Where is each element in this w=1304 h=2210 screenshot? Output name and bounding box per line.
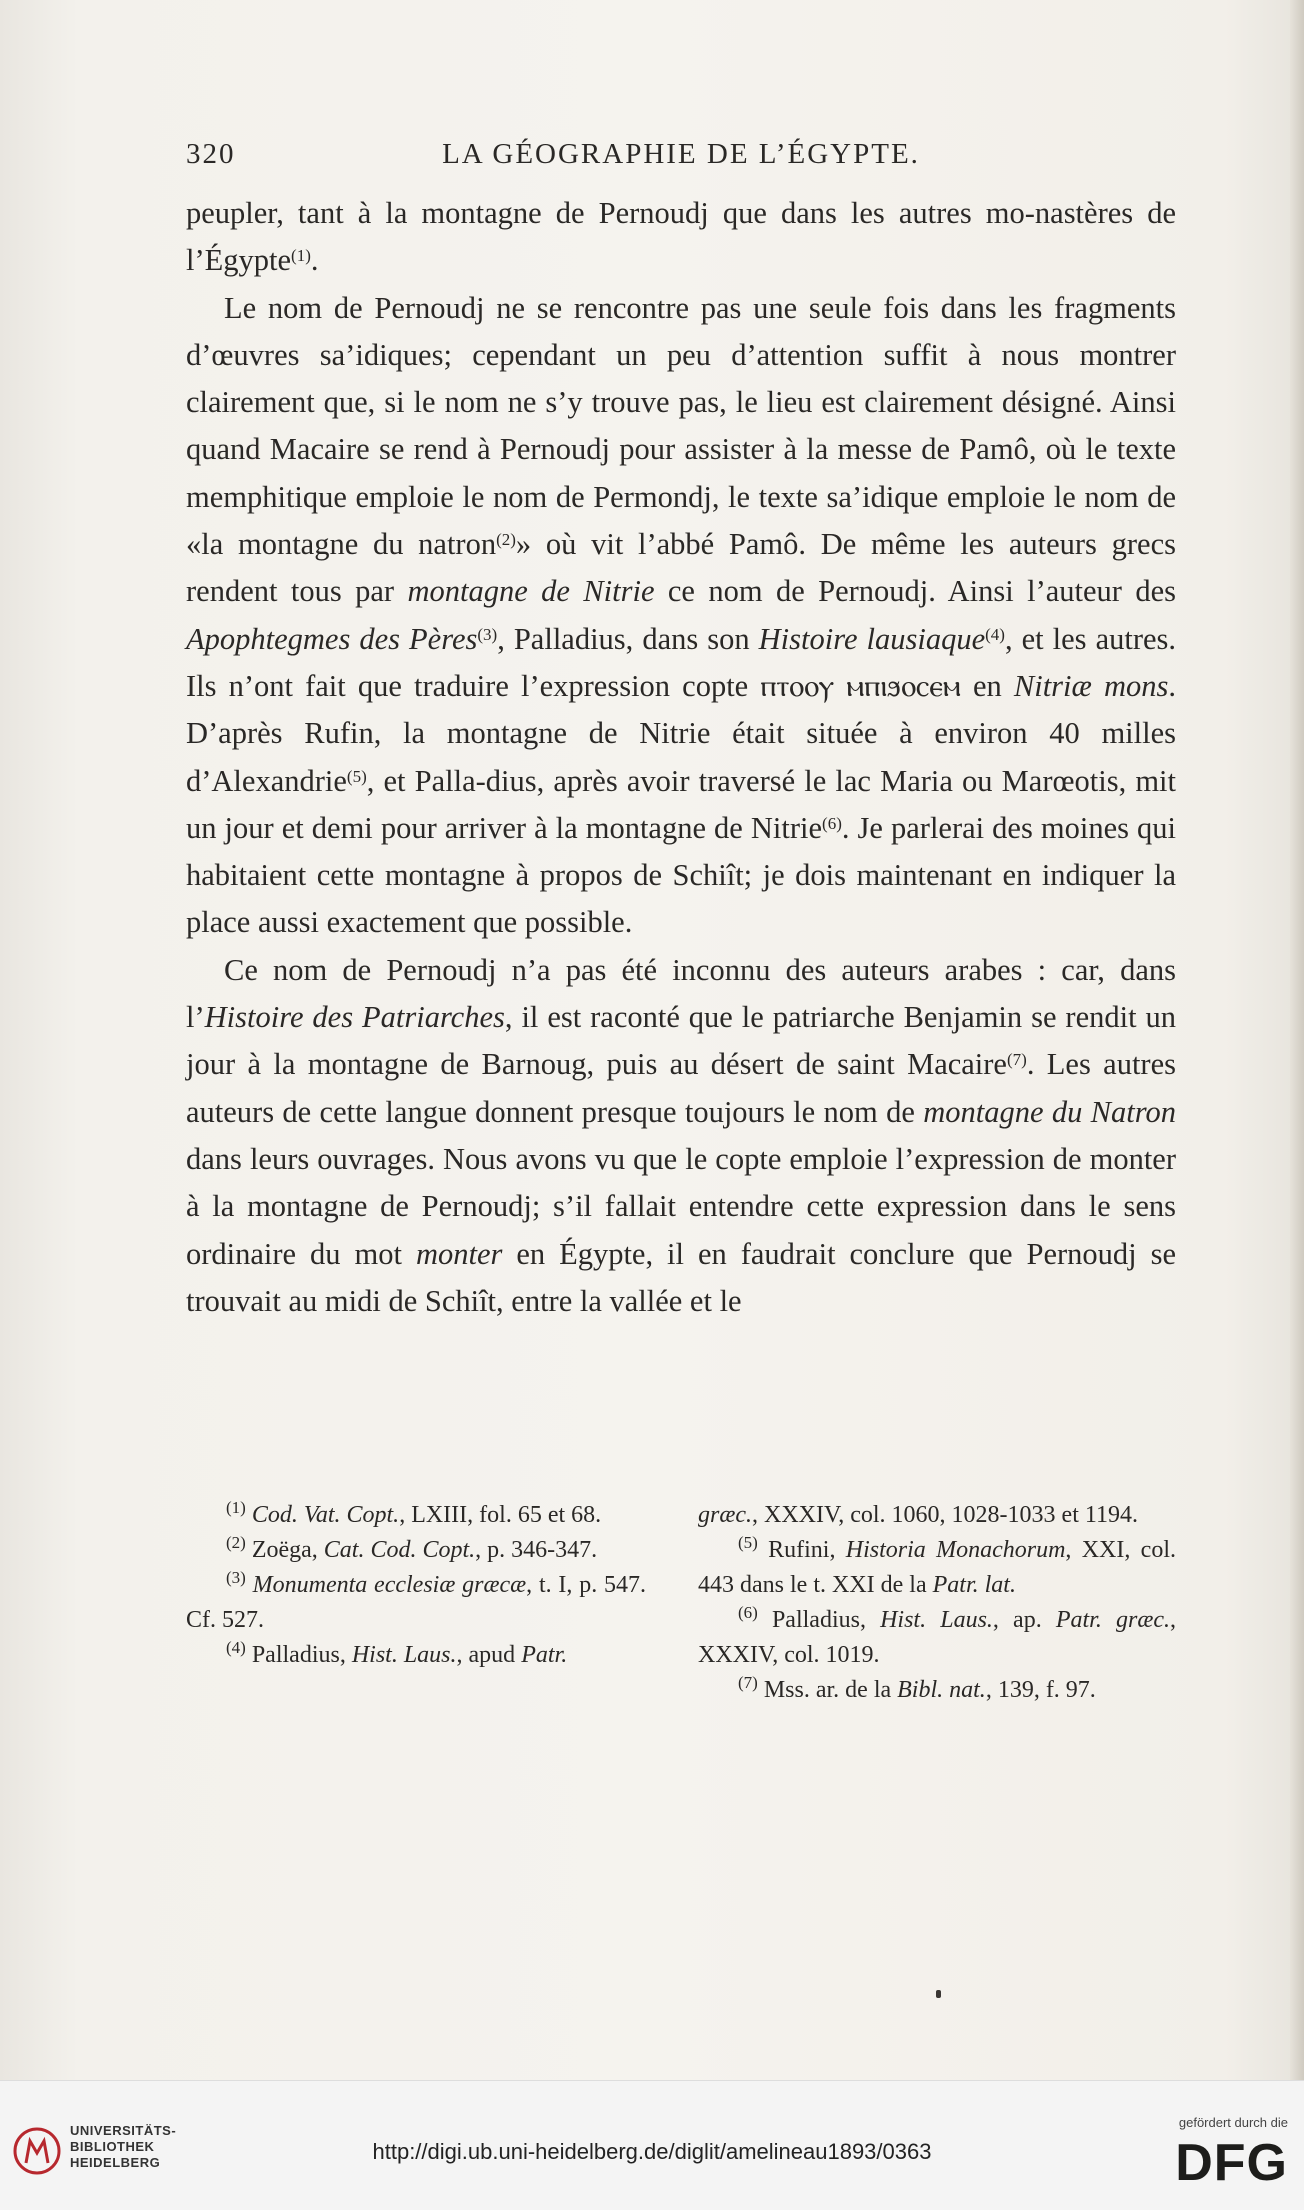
text-run: , t. I, p. 547. Cf. 527. xyxy=(186,1572,646,1633)
running-head xyxy=(186,138,1176,186)
text-run: Histoire des Patriarches xyxy=(204,1000,505,1035)
text-run: ⲡⲧⲟⲟⲩ ⲙⲡⲓϧⲟⲥⲉⲙ xyxy=(760,668,961,703)
text-run: , et les autres. Ils n’ont fait que traduire l’expression copte xyxy=(186,621,1177,703)
footnote-marker: (2) xyxy=(226,1533,246,1552)
footnote xyxy=(186,1568,646,1638)
text-run: , LXIII, fol. 65 et 68. xyxy=(399,1502,602,1528)
footnote-marker: (3) xyxy=(477,624,498,644)
page-url-link[interactable]: http://digi.ub.uni-heidelberg.de/diglit/amelineau1893/0363 xyxy=(372,2139,932,2164)
text-run: Bibl. nat. xyxy=(897,1677,986,1703)
text-run: Le nom de Pernoudj ne se rencontre pas une seule fois dans les fragments d’œuvres sa’idiques; cependant un peu d’attention suffit à nous montrer clairement que, si le nom ne s’y trouve pas, le lieu est clairement désigné. Ainsi quand Macaire se rend à Pernoudj pour assister à la messe de Pamô, où le texte memphitique emploie le nom de Permondj, le texte sa’idique emploie le nom de «la montagne du natron xyxy=(186,290,1176,562)
text-run: , apud xyxy=(456,1642,522,1668)
footnote-marker: (3) xyxy=(226,1568,246,1587)
text-run: , il est raconté que le patriarche Benjamin se rendit un jour à la montagne de Barnoug, puis au désert de saint Macaire xyxy=(186,1000,1176,1082)
footnote xyxy=(698,1673,1176,1708)
text-run: . xyxy=(310,243,319,278)
footnote-marker: (6) xyxy=(738,1603,758,1622)
text-run: græc. xyxy=(698,1502,752,1528)
text-run: , XXXIV, col. 1060, 1028-1033 et 1194. xyxy=(752,1502,1138,1528)
running-title: LA GÉOGRAPHIE DE L’ÉGYPTE. xyxy=(442,138,920,170)
text-run: Apophtegmes des Pères xyxy=(186,621,478,656)
viewer-footer xyxy=(0,2080,1304,2210)
footnote-marker: (5) xyxy=(738,1533,758,1552)
footnote-continuation xyxy=(698,1498,1176,1533)
text-run: Hist. Laus. xyxy=(351,1642,457,1668)
footnotes-right-column xyxy=(698,1498,1176,1708)
footnote-marker: (7) xyxy=(1006,1050,1027,1070)
text-run: Historia Monachorum xyxy=(845,1537,1066,1563)
footnote-marker: (7) xyxy=(738,1673,758,1692)
text-run: Palladius, xyxy=(757,1607,881,1633)
text-run: Rufini, xyxy=(757,1537,846,1563)
text-run: , p. 346-347. xyxy=(475,1537,598,1563)
text-run: , XXI, col. 443 dans le t. XXI de la xyxy=(698,1537,1176,1598)
paragraph xyxy=(186,285,1176,947)
text-run: Cat. Cod. Copt. xyxy=(323,1537,476,1563)
library-name: UNIVERSITÄTS- BIBLIOTHEK HEIDELBERG xyxy=(70,2123,177,2170)
footnote xyxy=(186,1498,646,1533)
footnotes xyxy=(186,1498,1176,1703)
ink-speck xyxy=(936,1990,941,1998)
footnote-marker: (5) xyxy=(346,766,367,786)
footnote xyxy=(698,1533,1176,1603)
page-edge xyxy=(1290,0,1304,2080)
text-run: Patr. lat. xyxy=(932,1572,1016,1598)
text-run: Patr. xyxy=(521,1642,568,1668)
text-run: Ce nom de Pernoudj n’a pas été inconnu des auteurs arabes : car, dans l’ xyxy=(186,952,1176,1035)
text-run: en xyxy=(960,668,1014,703)
footnotes-left-column xyxy=(186,1498,646,1673)
text-run: Nitriæ mons xyxy=(1013,668,1169,703)
footnote xyxy=(698,1603,1176,1673)
text-run: . Les autres auteurs de cette langue donnent presque toujours le nom de xyxy=(186,1047,1176,1129)
funding-note: gefördert durch die xyxy=(1178,2115,1288,2130)
text-run: peupler, tant à la montagne de Pernoudj que dans les autres mo-nastères de l’Égypte xyxy=(186,196,1176,278)
text-run: Mss. ar. de la xyxy=(757,1677,898,1703)
text-run: , Palladius, dans son xyxy=(497,621,759,656)
text-run: Patr. græc. xyxy=(1055,1607,1170,1633)
footnote-marker: (1) xyxy=(226,1498,246,1517)
footnote-marker: (6) xyxy=(822,813,842,833)
footnote-marker: (4) xyxy=(226,1638,246,1657)
text-run: Palladius, xyxy=(245,1642,352,1668)
footnote xyxy=(186,1638,646,1673)
text-run: montagne du Natron xyxy=(923,1094,1176,1129)
text-run: Monumenta ecclesiæ græcæ xyxy=(252,1572,527,1598)
text-run: , ap. xyxy=(992,1607,1056,1633)
text-run: ce nom de Pernoudj. Ainsi l’auteur des xyxy=(654,574,1176,609)
text-run xyxy=(246,1572,253,1598)
paragraph xyxy=(186,947,1176,1325)
page-number: 320 xyxy=(186,138,236,170)
text-run: Histoire lausiaque xyxy=(758,621,986,656)
text-run: Cod. Vat. Copt. xyxy=(251,1502,400,1528)
dfg-logo: DFG xyxy=(1175,2134,1288,2192)
text-run: . D’après Rufin, la montagne de Nitrie était située à environ 40 milles d’Alexandrie xyxy=(186,668,1176,798)
paragraph xyxy=(186,190,1176,285)
text-run: » où vit l’abbé Pamô. De même les auteurs grecs rendent tous par xyxy=(186,527,1176,609)
text-run: , XXXIV, col. 1019. xyxy=(698,1607,1176,1668)
footnote-marker: (2) xyxy=(496,530,516,550)
text-run: , et Palla-dius, après avoir traversé le lac Maria ou Marœotis, mit un jour et demi pour arriver à la montagne de Nitrie xyxy=(186,763,1176,845)
text-run: montagne de Nitrie xyxy=(407,574,655,609)
text-run: Hist. Laus. xyxy=(880,1607,993,1633)
text-run: , 139, f. 97. xyxy=(985,1677,1096,1703)
text-run: monter xyxy=(415,1236,503,1271)
footnote-marker: (4) xyxy=(985,624,1005,644)
body-text xyxy=(186,190,1176,1325)
footnote xyxy=(186,1533,646,1568)
text-run: . Je parlerai des moines qui habitaient cette montagne à propos de Schiît; je dois maintenant en indiquer la place aussi exactement que possible. xyxy=(186,810,1177,940)
text-run: Zoëga, xyxy=(245,1537,324,1563)
text-run: en Égypte, il en faudrait conclure que Pernoudj se trouvait au midi de Schiît, entre la vallée et le xyxy=(186,1236,1176,1318)
text-run: dans leurs ouvrages. Nous avons vu que le copte emploie l’expression de monter à la montagne de Pernoudj; s’il fallait entendre cette expression dans le sens ordinaire du mot xyxy=(186,1141,1176,1271)
footnote-marker: (1) xyxy=(291,246,311,266)
